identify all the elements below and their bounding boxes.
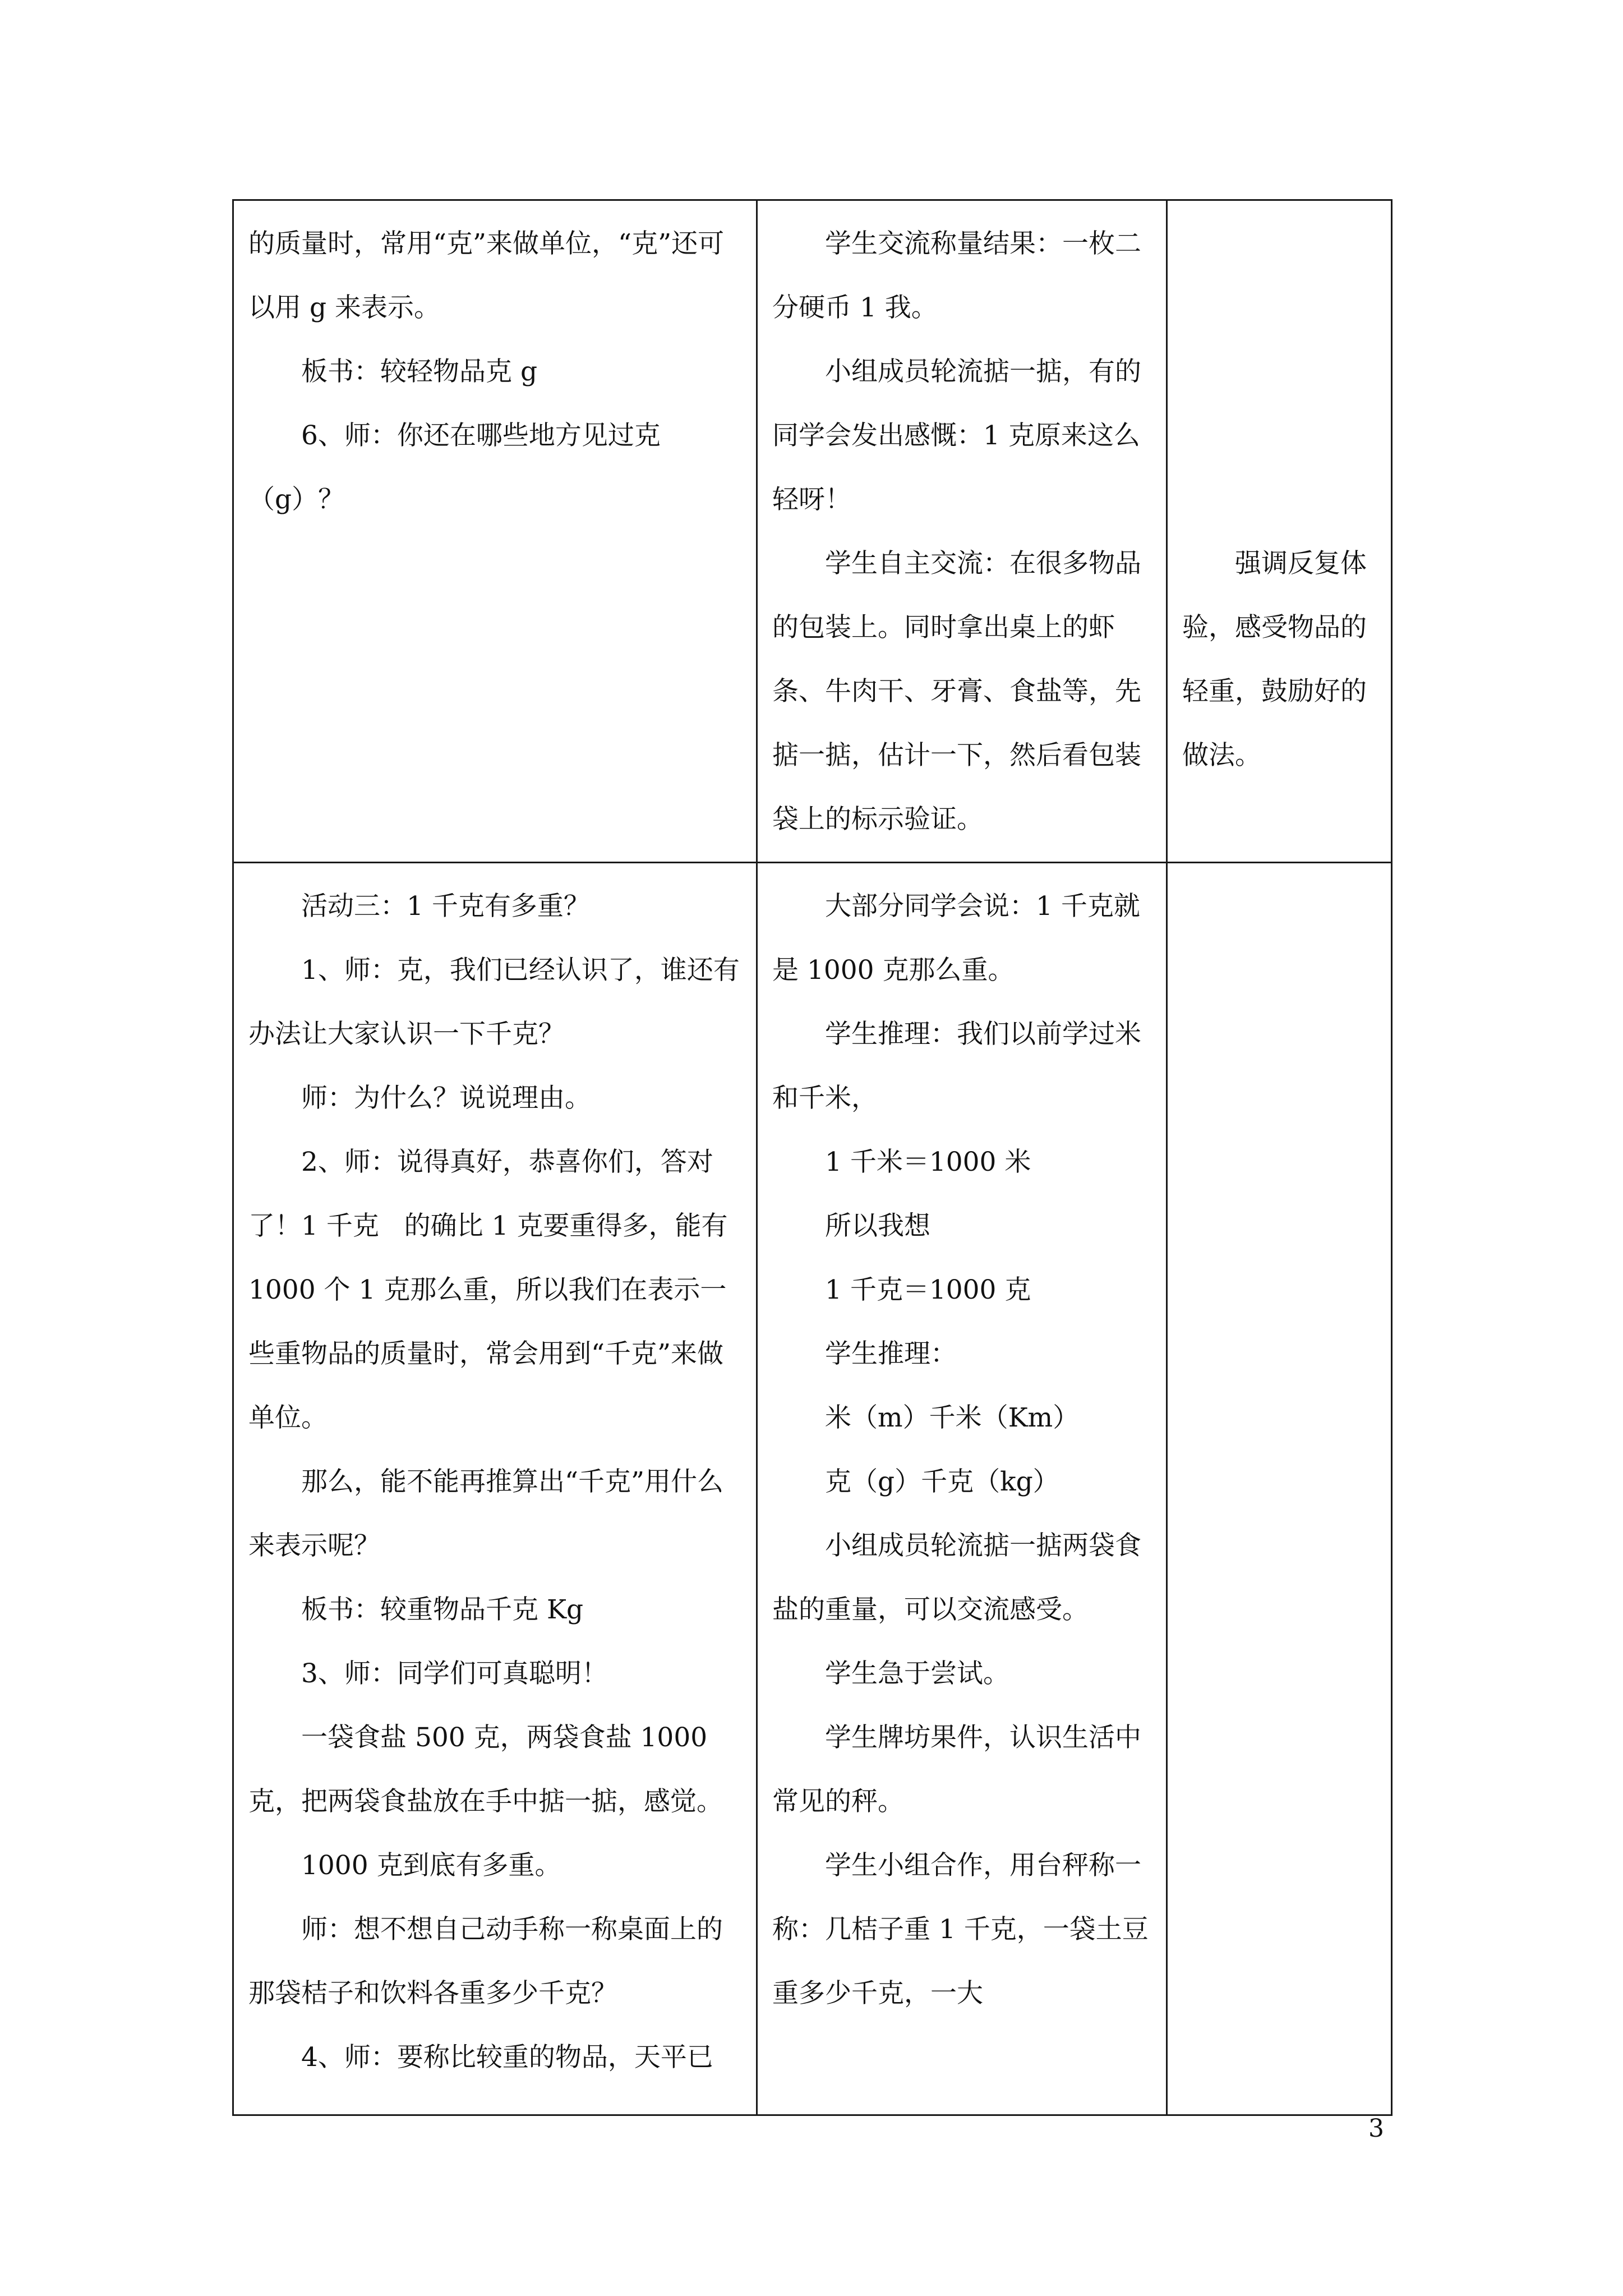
- paragraph: 师：想不想自己动手称一称桌面上的那袋桔子和饮料各重多少千克？: [248, 1914, 723, 2009]
- design-note-cell: [1167, 200, 1392, 863]
- design-note-text: 强调反复体验，感受物品的轻重，鼓励好的做法。: [1182, 548, 1367, 771]
- paragraph: 学生牌坊果件，认识生活中常见的秤。: [772, 1722, 1141, 1817]
- paragraph: 活动三：1 千克有多重？: [301, 891, 590, 922]
- student-activity-cell: [757, 863, 1167, 2115]
- lesson-plan-table: [232, 199, 1393, 2116]
- paragraph: 大部分同学会说：1 千克就是 1000 克那么重。: [772, 891, 1140, 986]
- paragraph: 2、师：说得真好，恭喜你们，答对了！1 千克 的确比 1 克要重得多，能有 1000 个 1 克那么重，所以我们在表示一些重物品的质量时，常会用到“千克”来做单位。: [248, 1147, 736, 1433]
- paragraph: 小组成员轮流掂一掂，有的同学会发出感慨：1 克原来这么轻呀！: [772, 356, 1141, 515]
- paragraph: 克（g）千克（kg）: [825, 1466, 1059, 1497]
- paragraph: 师：为什么？说说理由。: [301, 1083, 591, 1114]
- paragraph: 小组成员轮流掂一掂两袋食盐的重量，可以交流感受。: [772, 1530, 1141, 1625]
- teacher-activity-cell: [233, 200, 757, 863]
- student-activity-cell: [757, 200, 1167, 863]
- paragraph: 学生交流称量结果：一枚二分硬币 1 我。: [772, 228, 1141, 323]
- table-row: [233, 200, 1392, 863]
- paragraph: 6、师：你还在哪些地方见过克（g）？: [248, 420, 661, 515]
- paragraph: 板书：较轻物品克 g: [301, 356, 538, 387]
- page-number: 3: [1368, 2114, 1384, 2143]
- paragraph: 米（m）千米（Km）: [825, 1402, 1080, 1433]
- paragraph: 学生自主交流：在很多物品的包装上。同时拿出桌上的虾条、牛肉干、牙膏、食盐等，先掂一掂，估计一下，然后看包装袋上的标示验证。: [772, 548, 1141, 835]
- paragraph: 学生推理：我们以前学过米和千米，: [772, 1019, 1141, 1114]
- paragraph: 学生急于尝试。: [825, 1658, 1009, 1689]
- paragraph: 板书：较重物品千克 Kg: [301, 1594, 584, 1625]
- paragraph: 1 千米＝1000 米: [825, 1147, 1031, 1177]
- paragraph: 学生推理：: [825, 1338, 957, 1369]
- paragraph: 1、师：克，我们已经认识了，谁还有办法让大家认识一下千克？: [248, 955, 740, 1050]
- paragraph: 的质量时，常用“克”来做单位，“克”还可以用 g 来表示。: [248, 228, 725, 323]
- paragraph: 1 千克＝1000 克: [825, 1274, 1031, 1305]
- table-row: [233, 863, 1392, 2115]
- paragraph: 1000 克到底有多重。: [301, 1850, 561, 1881]
- paragraph: 学生小组合作，用台秤称一称：几桔子重 1 千克，一袋土豆重多少千克，一大: [772, 1850, 1149, 2009]
- paragraph: 一袋食盐 500 克，两袋食盐 1000 克，把两袋食盐放在手中掂一掂，感觉。: [248, 1722, 723, 1817]
- paragraph: 3、师：同学们可真聪明！: [301, 1658, 608, 1689]
- design-note-cell: [1167, 863, 1392, 2115]
- paragraph: 那么，能不能再推算出“千克”用什么来表示呢？: [248, 1466, 724, 1561]
- paragraph: 所以我想: [825, 1211, 930, 1241]
- paragraph: 4、师：要称比较重的物品，天平已: [301, 2042, 713, 2073]
- teacher-activity-cell: [233, 863, 757, 2115]
